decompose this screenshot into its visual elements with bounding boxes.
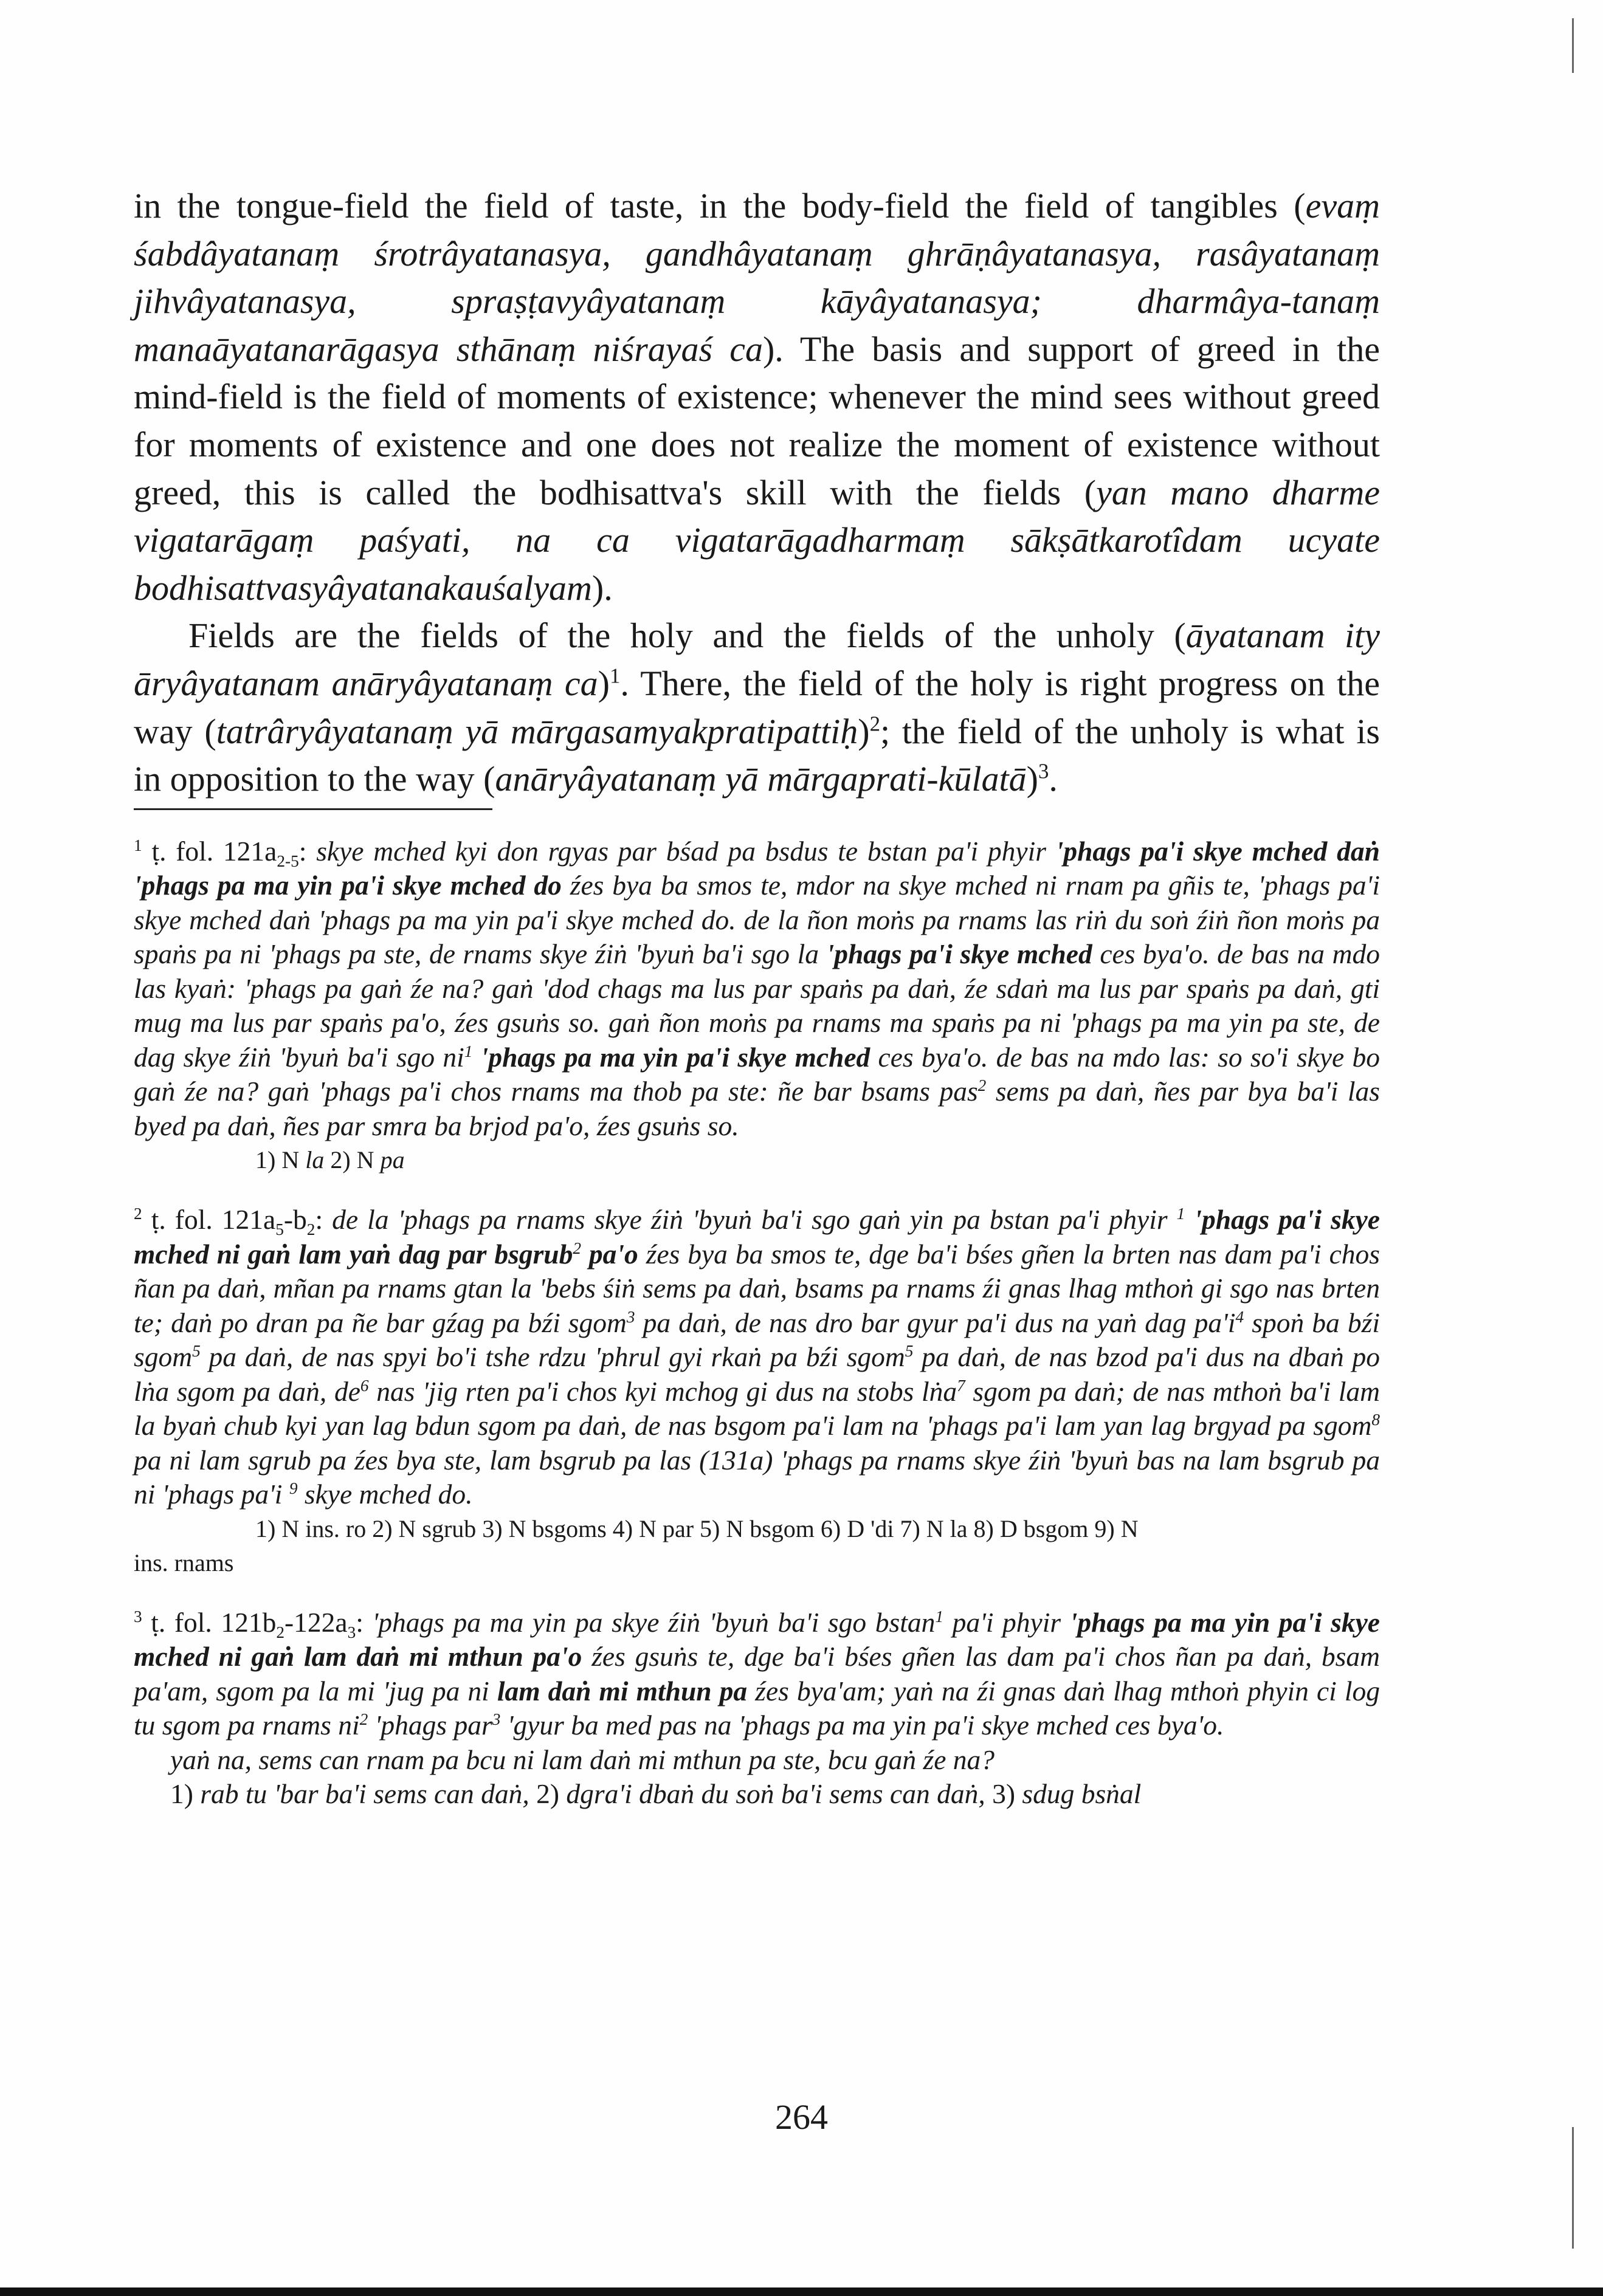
text-run: ) [858, 711, 870, 751]
text-run: pa daṅ, de nas bzod pa'i dus na dbaṅ po lṅa sgom pa daṅ, de [134, 1341, 1380, 1407]
sanskrit-quote: āyatanam ity āryâyatanam anāryâyatanaṃ ca [134, 616, 1380, 703]
folio-reference: ṭ. fol. 121a [151, 835, 277, 867]
folio-line: 2-5 [277, 851, 299, 870]
footnote-3-line-3 [170, 1777, 1380, 1812]
sanskrit-quote: anāryâyatanaṃ yā mārgaprati-kūlatā [495, 759, 1027, 799]
page-number: 264 [775, 2097, 828, 2137]
text-run: 2) N [324, 1146, 381, 1174]
text-run: 1) [170, 1778, 201, 1810]
text-run: ). [591, 568, 613, 608]
footnote-3-line-2 [170, 1743, 1380, 1778]
lemma: 'phags pa'i skye mched ni gaṅ lam yaṅ dag par bsgrub [134, 1204, 1380, 1270]
variant-ref: 1 [464, 1042, 473, 1060]
main-paragraph-1 [134, 182, 1380, 612]
variant-ref: 2 [359, 1710, 368, 1729]
footnote-ref[interactable]: 1 [610, 664, 621, 688]
sanskrit-quote: yan mano dharme vigatarāgaṃ paśyati, na ca vigatarāgadharmaṃ sākṣātkarotîdam ucyate bodhisattvasyâyatanakauśalyam [134, 472, 1380, 608]
lemma: pa'o [581, 1238, 638, 1270]
lemma: lam daṅ mi mthun pa [497, 1675, 748, 1707]
variant-ref: 4 [1235, 1307, 1244, 1326]
text-run: 3) [985, 1778, 1022, 1810]
text-run: pa daṅ, de nas spyi bo'i tshe rdzu 'phrul gyi rkaṅ pa bźi sgom [200, 1341, 905, 1373]
text-run: -b [283, 1204, 307, 1236]
text-run: : [315, 1204, 333, 1236]
lemma: 'phags pa ma yin pa'i skye mched ni gaṅ lam daṅ mi mthun pa'o [134, 1606, 1380, 1672]
variant-readings-2: 1) N ins. ro 2) N sgrub 3) N bsgoms 4) N par 5) N bsgom 6) D 'di 7) N la 8) D bsgom 9) N [255, 1514, 1139, 1542]
variant-ref: 5 [905, 1342, 914, 1361]
variant-ref: 1 [935, 1607, 943, 1626]
variant-ref: 2 [573, 1239, 582, 1257]
folio-line: 2 [276, 1623, 285, 1641]
text-run: nas 'jig rten pa'i chos kyi mchog gi dus na stobs lṅa [368, 1375, 957, 1407]
text-run: ces bya'o. de bas na mdo las: so so'i skye bo gaṅ źe na? gaṅ 'phags pa'i chos rnams ma thob pa ste: ñe bar bsams pas [134, 1041, 1380, 1107]
main-paragraph-2 [134, 612, 1380, 803]
footnote-2 [134, 1203, 1380, 1512]
variant-readings-2-cont: ins. rnams [134, 1548, 234, 1576]
text-run: ) [1026, 759, 1038, 799]
footnote-ref[interactable]: 2 [869, 712, 881, 736]
scan-edge-mark [1572, 18, 1574, 73]
scan-edge-mark [1572, 2127, 1574, 2249]
variant-readings-1 [255, 1143, 1380, 1177]
text-run: ; the field of the unholy is what is in opposition to the way ( [134, 711, 1380, 799]
text-run: pa daṅ, de nas dro bar gyur pa'i dus na yaṅ dag pa'i [635, 1307, 1236, 1338]
lemma: 'phags pa'i skye mched [826, 938, 1092, 970]
text-run: ) [598, 663, 610, 703]
folio-line: 5 [275, 1220, 284, 1239]
variant-ref: 8 [1371, 1411, 1380, 1429]
text-run: 'gyur ba med pas na 'phags pa ma yin pa'i skye mched ces bya'o. [500, 1710, 1224, 1741]
text-run: spoṅ ba bźi sgom [134, 1307, 1380, 1373]
text-run: źes bya ba smos te, dge ba'i bśes gñen la brten nas dam pa'i chos ñan pa daṅ, mñan pa rnams gtan la 'bebs śiṅ sems pa daṅ, bsams pa rnams źi gnas lhag mthoṅ gi sgo nas brten te; daṅ po dran pa ñe bar gźag pa bźi sgom [134, 1238, 1380, 1338]
variant-ref: 5 [192, 1342, 201, 1361]
text-run: 'phags pa ma yin pa skye źiṅ 'byuṅ ba'i sgo bstan [372, 1606, 936, 1638]
text-run: 1) N [255, 1146, 306, 1174]
sanskrit-quote: tatrâryâyatanaṃ yā mārgasamyakpratipattiḥ [216, 711, 858, 751]
scan-bottom-border [0, 2287, 1603, 2296]
text-run: Fields are the fields of the holy and the fields of the unholy ( [188, 616, 1186, 656]
sanskrit-quote: evaṃ śabdâyatanaṃ śrotrâyatanasya, gandhâyatanaṃ ghrāṇâyatanasya, rasâyatanaṃ jihvâyatanasya, spraṣṭavyâyatanaṃ kāyâyatanasya; dharmâya-tanaṃ manaāyatanarāgasya sthānaṃ niśrayaś ca [134, 186, 1380, 369]
text-run: . [1049, 759, 1058, 799]
text-run: źes bya'am; yaṅ na źi gnas daṅ lhag mthoṅ phyin ci log tu sgom pa rnams ni [134, 1675, 1380, 1741]
text-run: skye mched kyi don rgyas par bśad pa bsdus te bstan pa'i phyir [316, 835, 1056, 867]
footnote-number: 1 [134, 836, 142, 854]
text-run: . There, the field of the holy is right progress on the way ( [134, 663, 1381, 751]
text-run: skye mched do. [297, 1479, 473, 1510]
folio-line: 3 [347, 1623, 356, 1641]
folio-reference: ṭ. fol. 121a [151, 1204, 276, 1236]
folio-reference: ṭ. fol. 121b [151, 1606, 277, 1638]
variant-ref: 3 [492, 1710, 501, 1729]
tibetan-text: rab tu 'bar ba'i sems can daṅ, [200, 1778, 529, 1810]
page-content [134, 182, 1380, 1812]
footnote-number: 2 [134, 1205, 142, 1223]
text-run: : [298, 835, 317, 867]
text-run: ces bya'o. de bas na mdo las kyaṅ: 'phags pa gaṅ źe na? gaṅ 'dod chags ma lus par spaṅs pa daṅ, źe sdaṅ ma lus par spaṅs pa daṅ, gti mug ma lus par spaṅs pa'o, źes gsuṅs so. gaṅ ñon moṅs pa rnams ma spaṅs pa ni 'phags pa ma yin pa ste, de dag skye źiṅ 'byuṅ ba'i sgo ni [134, 938, 1380, 1073]
variant-ref: 2 [977, 1076, 987, 1095]
text-run: 'phags par [368, 1710, 492, 1741]
lemma: 'phags pa'i skye mched daṅ 'phags pa ma yin pa'i skye mched do [134, 835, 1380, 901]
footnote-separator [134, 808, 492, 810]
variant-reading: la [305, 1146, 325, 1174]
text-run: 2) [529, 1778, 567, 1810]
footnote-1 [134, 834, 1380, 1144]
lemma: 'phags pa ma yin pa'i skye mched [480, 1041, 870, 1073]
text-run: pa ni lam sgrub pa źes bya ste, lam bsgrub pa las (131a) 'phags pa rnams skye źiṅ 'byuṅ bas na lam bsgrub pa ni 'phags pa'i [134, 1444, 1380, 1510]
footnote-3 [134, 1606, 1380, 1743]
variant-ref: 3 [626, 1307, 635, 1326]
text-run: de la 'phags pa rnams skye źiṅ 'byuṅ ba'i sgo gaṅ yin pa bstan pa'i phyir [332, 1204, 1177, 1236]
variant-ref: 1 [1176, 1205, 1185, 1223]
tibetan-text [134, 1204, 1380, 1510]
text-run: pa'i phyir [943, 1606, 1070, 1638]
footnote-ref[interactable]: 3 [1038, 759, 1049, 783]
tibetan-text: yaṅ na, sems can rnam pa bcu ni lam daṅ mi mthun pa ste, bcu gaṅ źe na? [170, 1744, 995, 1775]
tibetan-text: sdug bsṅal [1022, 1778, 1142, 1810]
text-run: : [356, 1606, 373, 1638]
text-run: ). The basis and support of greed in the mind-field is the field of moments of existence; whenever the mind sees without greed for moments of existence and one does not realize the moment of existence without greed, this is called the bodhisattva's skill with the fields ( [134, 329, 1380, 512]
variant-ref: 6 [360, 1376, 369, 1395]
folio-line: 2 [306, 1220, 315, 1239]
variant-reading: pa [380, 1146, 405, 1174]
footnote-number: 3 [134, 1607, 142, 1626]
text-run: źes bya ba smos te, mdor na skye mched ni rnam pa gñis te, 'phags pa'i skye mched daṅ 'phags pa ma yin pa'i skye mched do. de la ñon moṅs pa rnams las riṅ du soṅ źiṅ ñon moṅs pa spaṅs pa ni 'phags pa ste, de rnams skye źiṅ 'byuṅ ba'i sgo la [134, 870, 1380, 970]
text-run: sgom pa daṅ; de nas mthoṅ ba'i lam la byaṅ chub kyi yan lag bdun sgom pa daṅ, de nas bsgom pa'i lam na 'phags pa'i lam yan lag brgyad pa sgom [134, 1375, 1381, 1442]
text-run: sems pa daṅ, ñes par bya ba'i las byed pa daṅ, ñes par smra ba brjod pa'o, źes gsuṅs so. [134, 1076, 1380, 1141]
text-run: -122a [284, 1606, 348, 1638]
text-run [472, 1042, 480, 1073]
variant-ref: 7 [957, 1376, 965, 1395]
tibetan-text: dgra'i dbaṅ du soṅ ba'i sems can daṅ, [566, 1778, 985, 1810]
text-run: in the tongue-field the field of taste, in the body-field the field of tangibles ( [134, 186, 1306, 225]
tibetan-text [134, 836, 1380, 1141]
text-run: źes gsuṅs te, dge ba'i bśes gñen las dam pa'i chos ñan pa daṅ, bsam pa'am, sgom pa la mi 'jug pa ni [134, 1641, 1381, 1707]
variant-ref: 9 [289, 1479, 298, 1498]
